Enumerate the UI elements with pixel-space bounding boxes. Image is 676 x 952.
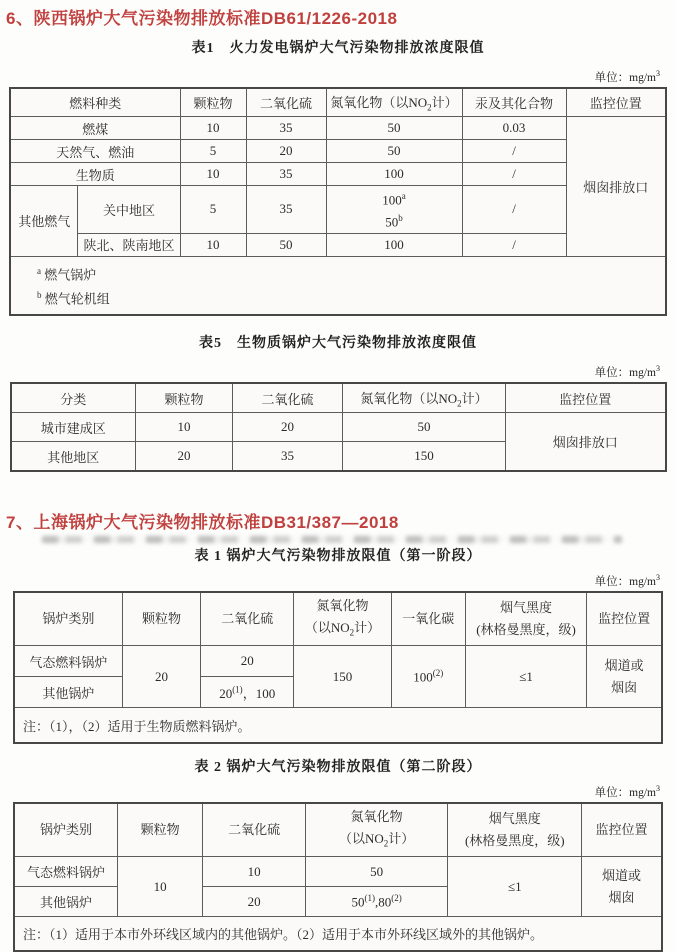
smoke-header-line1: 烟气黑度 [500,600,553,616]
nox-header-text: 计） [354,620,381,636]
cell-type: 气态燃料锅炉 [14,646,122,677]
monitor-line2: 烟囱 [611,679,638,695]
col-header-co: 一氧化碳 [391,592,465,646]
value-sup: (1) [364,893,376,904]
cell-nox: 150 [294,646,391,708]
cell-monitor [587,646,662,708]
spacer [0,57,676,69]
cell-monitor: 烟囱排放口 [566,117,666,257]
monitor-line2: 烟囱 [608,889,635,905]
unit-text: 单位：mg/m [594,787,656,800]
nox-value-a [329,187,460,209]
col-header-so2: 二氧化硫 [246,88,326,117]
nox-header-line1: 氮氧化物 [316,598,369,614]
unit-text: 单位：mg/m [594,576,656,589]
cell-fuel: 燃煤 [10,117,180,140]
footnote-text: 燃气锅炉 [40,266,97,282]
col-header-so2: 二氧化硫 [233,383,343,413]
nox-header-text: 计） [388,831,415,847]
table-row [14,646,662,677]
nox-header-sub: 2 [383,838,389,849]
table-note: 注：（1）适用于本市外环线区域内的其他锅炉。（2）适用于本市外环线区域外的其他锅炉。 [14,917,662,952]
nox-header-text: 计） [431,95,458,111]
col-header-smoke [448,803,582,857]
table-header-row [11,383,666,413]
cell-nox [305,887,448,917]
col-header-pm: 颗粒物 [136,383,233,413]
cell-pm: 5 [180,140,246,163]
cell-so2: 20 [246,140,326,163]
smoke-header-line1: 烟气黑度 [488,811,541,827]
cell-so2: 20 [203,887,305,917]
col-header-nox [343,383,506,413]
col-header-nox [305,803,448,857]
shaanxi-table1-unit [0,69,676,85]
table-header-row [14,592,662,646]
blurred-text-artifact [42,536,622,543]
cell-so2: 35 [246,186,326,234]
cell-pm: 10 [136,413,233,442]
col-header-hg: 汞及其化合物 [462,88,566,117]
col-header-monitor: 监控位置 [582,803,662,857]
cell-type: 其他锅炉 [14,677,122,708]
shaanxi-table1 [9,87,667,316]
cell-pm: 20 [136,442,233,472]
cell-category: 其他地区 [11,442,136,472]
footnote-a [37,261,665,285]
value: 100 [413,669,433,685]
col-header-so2: 二氧化硫 [203,803,305,857]
nox-header-line2 [308,828,446,855]
col-header-pm: 颗粒物 [180,88,246,117]
col-header-pm: 颗粒物 [122,592,200,646]
shanghai-table1-unit [0,573,676,589]
cell-so2: 20 [201,646,294,677]
spacer [0,744,676,756]
shaanxi-table5-title: 表5 生物质锅炉大气污染物排放浓度限值 [199,336,477,352]
cell-so2 [201,677,294,708]
smoke-header-line2: (林格曼黑度，级) [464,833,565,849]
nox-header-text: 氮氧化物（以NO [360,391,458,407]
cell-so2: 50 [246,233,326,256]
nox-header-text: （以NO [304,620,350,636]
shanghai-table2-unit [0,784,676,800]
table-row [14,857,662,887]
cell-hg: / [462,163,566,186]
spacer [0,316,676,332]
shanghai-table2 [13,802,663,952]
cell-smoke: ≤1 [465,646,586,708]
cell-pm: 10 [180,163,246,186]
col-header-fuel: 燃料种类 [10,88,180,117]
monitor-line1: 烟道或 [604,657,644,673]
cell-pm: 10 [180,233,246,256]
cell-type: 其他锅炉 [14,887,117,917]
value: 20 [219,685,233,701]
col-header-type: 锅炉类别 [14,803,117,857]
cell-nox: 50 [326,117,462,140]
value: 100 [382,192,402,208]
nox-header-sub: 2 [427,102,432,113]
section6-heading: 6、陕西锅炉大气污染物排放标准DB61/1226-2018 [6,9,398,28]
cell-so2: 35 [246,163,326,186]
nox-header-line2 [296,617,388,644]
col-header-so2: 二氧化硫 [201,592,294,646]
value-sup: a [401,191,406,201]
col-header-nox [294,592,391,646]
footnote-row [10,256,666,315]
note-row [14,708,662,744]
cell-pm: 20 [122,646,200,708]
footnote-marker: b [36,289,42,300]
table-footnotes [10,256,666,315]
table-header-row [10,88,666,117]
nox-header-sub: 2 [457,398,462,409]
col-header-category: 分类 [11,383,136,413]
shanghai-table1 [13,591,663,744]
table-row [11,413,666,442]
value-sup: (2) [432,668,444,679]
shaanxi-table5 [10,382,667,472]
cell-fuel: 天然气、燃油 [10,140,180,163]
shaanxi-table1-title: 表1 火力发电锅炉大气污染物排放浓度限值 [191,41,485,56]
unit-sup: 3 [656,364,660,374]
cell-so2: 35 [233,442,343,472]
nox-header-text: 计） [461,391,488,407]
cell-category: 城市建成区 [11,413,136,442]
note-row [14,917,662,952]
shanghai-table1-title: 表 1 锅炉大气污染物排放限值（第一阶段） [194,549,482,565]
cell-so2: 10 [203,857,305,887]
cell-type: 气态燃料锅炉 [14,857,117,887]
spacer [0,352,676,364]
footnote-text: 燃气轮机组 [41,291,110,307]
col-header-monitor: 监控位置 [587,592,662,646]
footnote-b [37,285,665,309]
cell-hg: / [462,140,566,163]
unit-sup: 3 [656,573,660,583]
value-sup: b [398,213,403,224]
cell-fuel: 关中地区 [78,186,180,234]
cell-nox: 150 [343,442,506,472]
cell-nox: 100 [326,163,462,186]
cell-fuel: 陕北、陕南地区 [78,233,180,256]
unit-sup: 3 [656,69,660,79]
value: ,80 [375,894,392,910]
value-sup: (2) [391,893,402,904]
unit-text: 单位：mg/m [594,72,656,84]
unit-text: 单位：mg/m [594,367,656,380]
cell-monitor: 烟囱排放口 [506,413,666,472]
cell-smoke: ≤1 [448,857,582,917]
nox-value-b [329,209,460,231]
table-header-row [14,803,662,857]
footnote-marker: a [36,265,41,276]
table-row [10,117,666,140]
nox-header-text: 氮氧化物（以NO [330,95,428,111]
spacer [0,776,676,784]
col-header-type: 锅炉类别 [14,592,122,646]
cell-monitor [582,857,662,917]
cell-so2: 20 [233,413,343,442]
cell-nox: 50 [343,413,506,442]
cell-so2: 35 [246,117,326,140]
section7-heading: 7、上海锅炉大气污染物排放标准DB31/387—2018 [6,513,399,533]
table-note: 注：（1），（2）适用于生物质燃料锅炉。 [14,708,662,744]
value: ，100 [242,685,276,701]
cell-fuel: 生物质 [10,163,180,186]
value-sup: (1) [232,684,243,695]
nox-header-text: （以NO [339,831,384,847]
cell-hg: 0.03 [462,117,566,140]
cell-nox: 50 [305,857,448,887]
col-header-smoke [465,592,586,646]
cell-hg: / [462,186,566,234]
cell-pm: 10 [117,857,202,917]
value: 50 [351,894,365,910]
cell-pm: 10 [180,117,246,140]
spacer [0,29,676,37]
unit-sup: 3 [656,784,660,794]
col-header-monitor: 监控位置 [506,383,666,413]
cell-fuel-group: 其他燃气 [10,186,78,257]
cell-nox: 100 [326,233,462,256]
nox-header-sub: 2 [349,627,355,638]
cell-pm: 5 [180,186,246,234]
cell-hg: / [462,233,566,256]
value: 50 [385,214,399,230]
smoke-header-line2: (林格曼黑度，级) [476,622,576,638]
cell-nox: 50 [326,140,462,163]
spacer [0,472,676,504]
shaanxi-table5-unit [0,364,676,380]
cell-nox [326,186,462,234]
shanghai-table2-title: 表 2 锅炉大气污染物排放限值（第二阶段） [194,760,482,776]
col-header-nox [326,88,462,117]
col-header-pm: 颗粒物 [117,803,202,857]
spacer [0,565,676,573]
col-header-monitor: 监控位置 [566,88,666,117]
nox-header-line1: 氮氧化物 [350,809,403,825]
cell-co [391,646,465,708]
monitor-line1: 烟道或 [602,867,642,883]
